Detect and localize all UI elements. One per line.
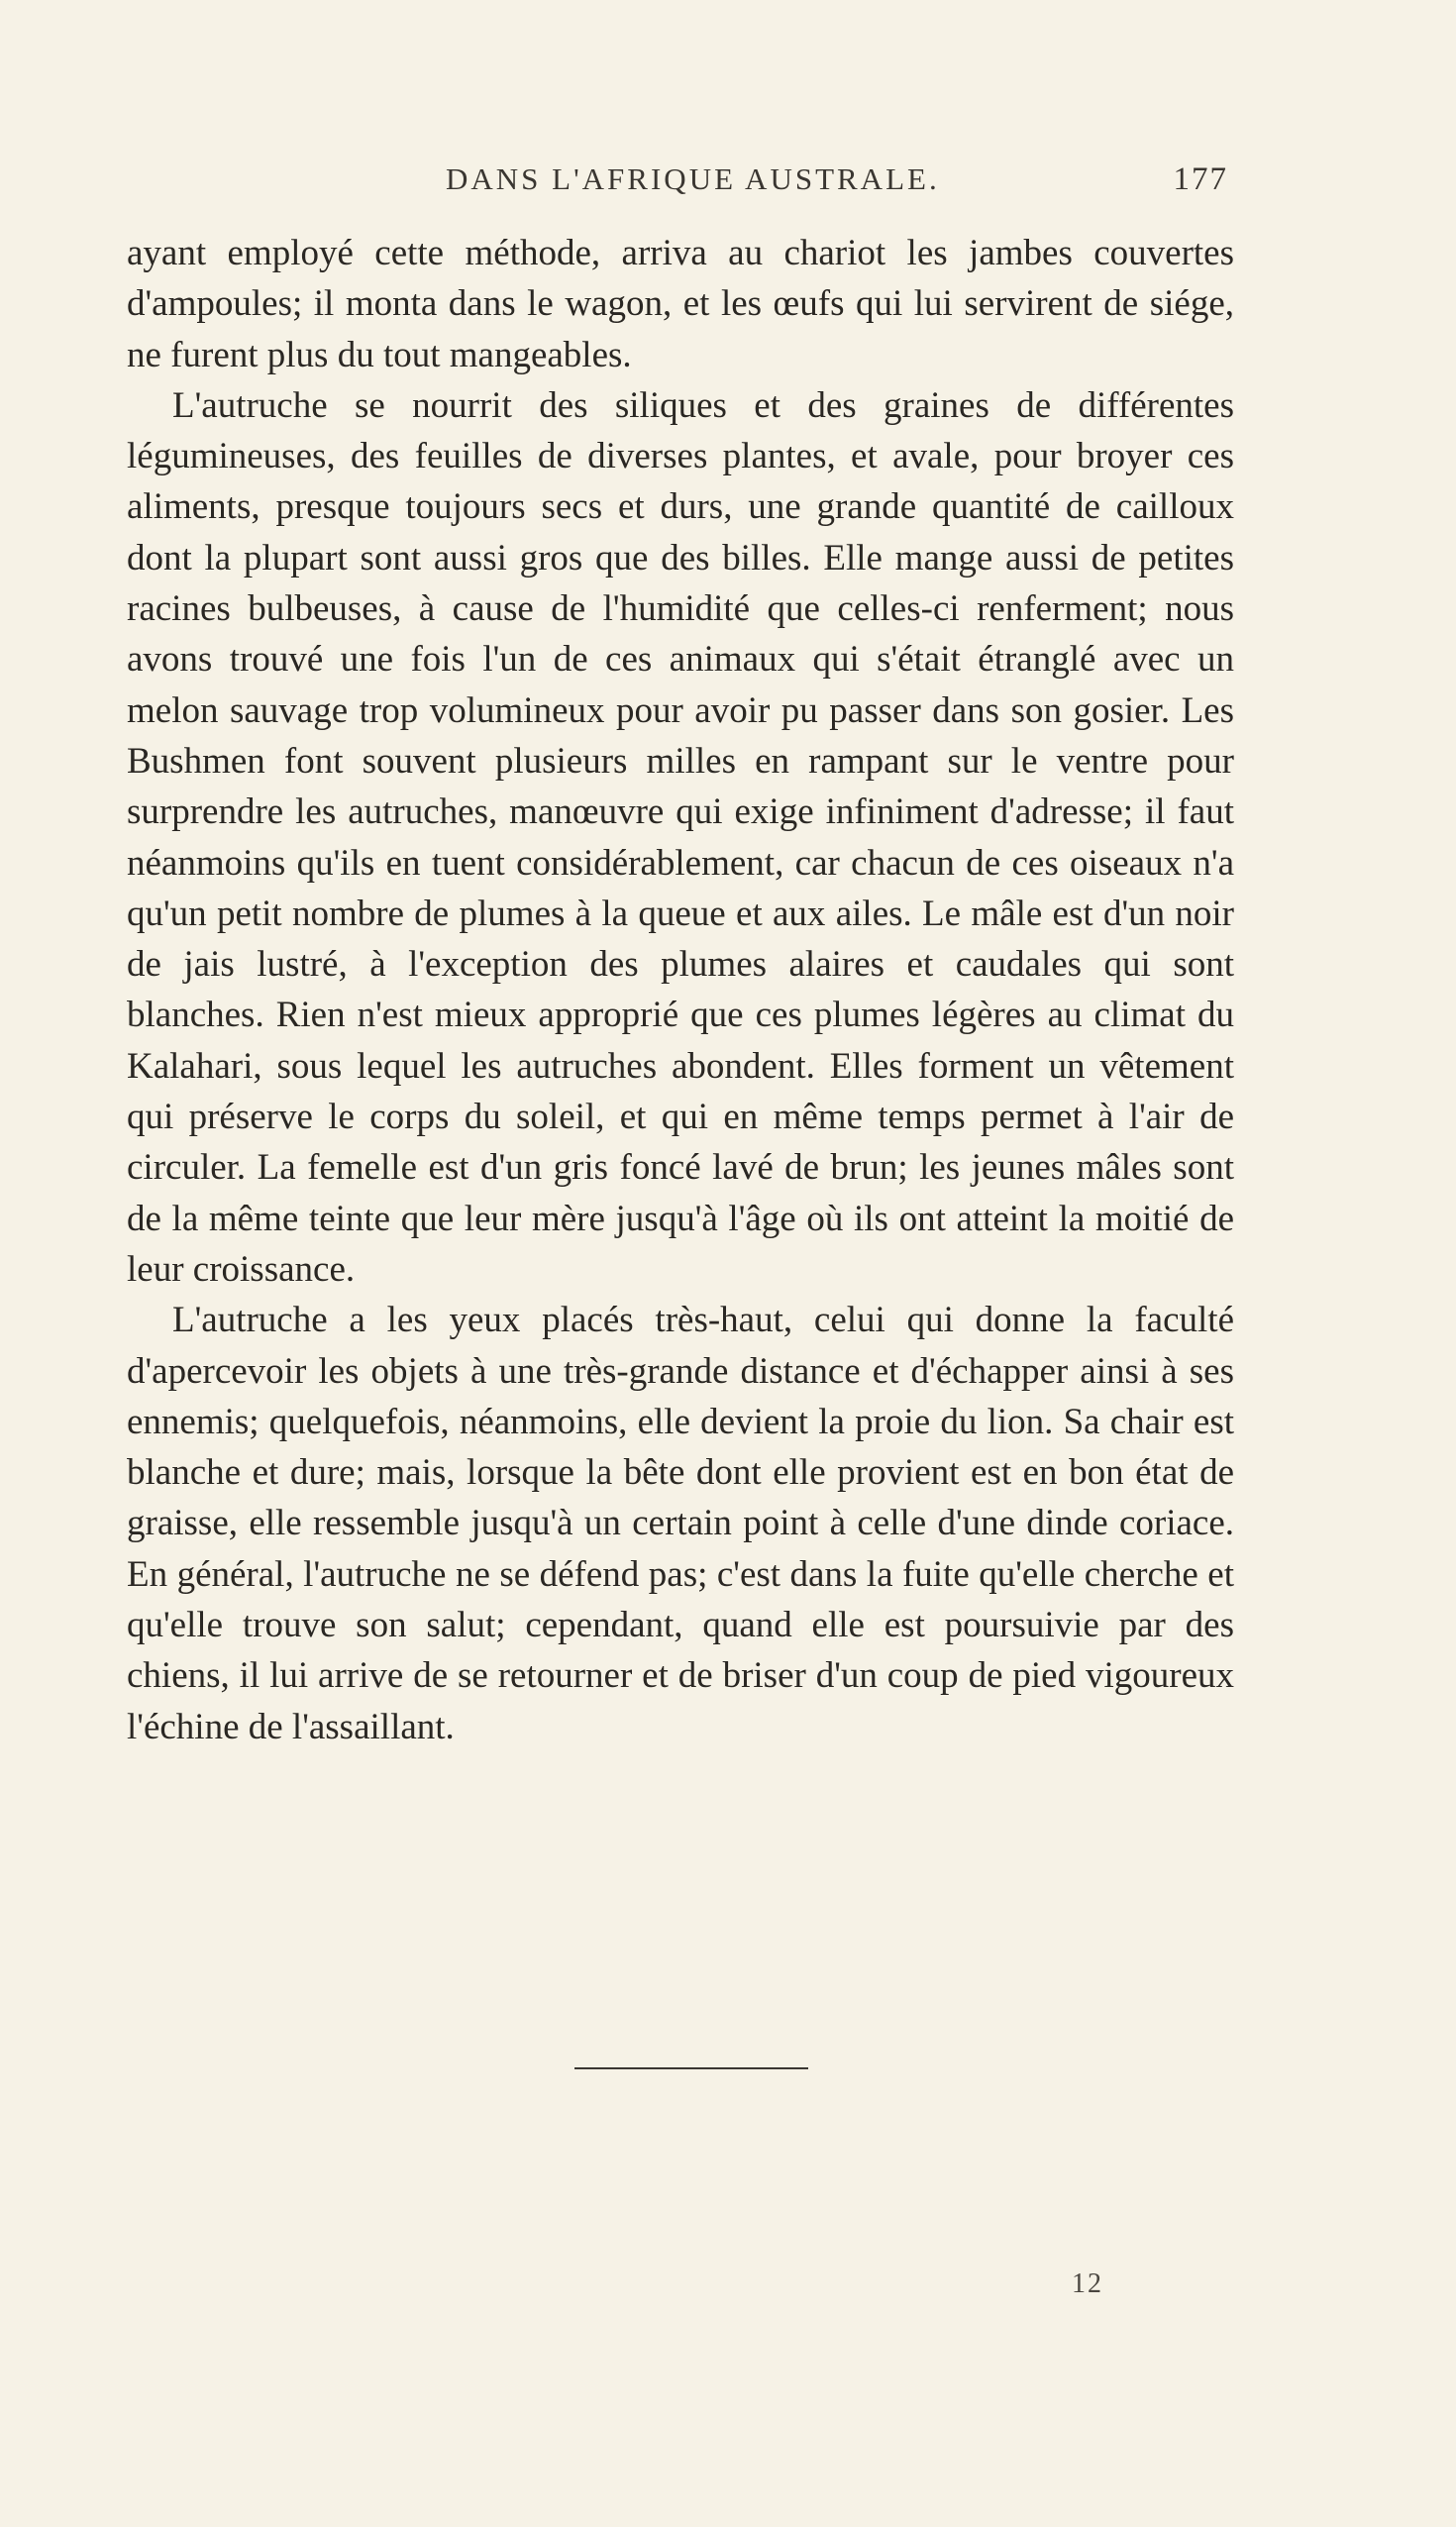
signature-mark: 12 xyxy=(1072,2268,1103,2299)
paragraph-ostrich-diet: L'autruche se nourrit des siliques et des graines de différentes légumineuses, des feuilles de diverses plantes, et avale, pour broyer ces aliments, presque toujours secs et durs, une grande quantité de cailloux dont la plupart sont aussi gros que des billes. Elle mange aussi de petites racines bulbeuses, à cause de l'humidité que celles-ci renferment; nous avons trouvé une fois l'un de ces animaux qui s'était étranglé avec un melon sauvage trop volumineux pour avoir pu passer dans son gosier. Les Bushmen font souvent plusieurs milles en rampant sur le ventre pour surprendre les autruches, manœuvre qui exige infiniment d'adresse; il faut néanmoins qu'ils en tuent considérablement, car chacun de ces oiseaux n'a qu'un petit nombre de plumes à la queue et aux ailes. Le mâle est d'un noir de jais lustré, à l'exception des plumes alaires et caudales qui sont blanches. Rien n'est mieux approprié que ces plumes légères au climat du Kalahari, sous lequel les autruches abondent. Elles forment un vêtement qui préserve le corps du soleil, et qui en même temps permet à l'air de circuler. La femelle est d'un gris foncé lavé de brun; les jeunes mâles sont de la même teinte que leur mère jusqu'à l'âge où ils ont atteint la moitié de leur croissance. xyxy=(127,384,1234,1290)
paragraph-continuation: ayant employé cette méthode, arriva au chariot les jambes couvertes d'ampoules; il monta dans le wagon, et les œufs qui lui servirent de siége, ne furent plus du tout mangeables. xyxy=(127,233,1234,375)
running-head xyxy=(129,161,1228,211)
running-title: DANS L'AFRIQUE AUSTRALE. xyxy=(446,161,940,196)
page-number: 177 xyxy=(1173,161,1228,197)
body-text xyxy=(127,228,1234,1752)
paragraph-ostrich-eyes: L'autruche a les yeux placés très-haut, celui qui donne la faculté d'apercevoir les objets à une très-grande distance et d'échapper ainsi à ses ennemis; quelquefois, néanmoins, elle devient la proie du lion. Sa chair est blanche et dure; mais, lorsque la bête dont elle provient est en bon état de graisse, elle ressemble jusqu'à un certain point à celle d'une dinde coriace. En général, l'autruche ne se défend pas; c'est dans la fuite qu'elle cherche et qu'elle trouve son salut; cependant, quand elle est poursuivie par des chiens, il lui arrive de se retourner et de briser d'un coup de pied vigoureux l'échine de l'assaillant. xyxy=(127,1300,1234,1747)
section-end-rule xyxy=(574,2067,808,2069)
